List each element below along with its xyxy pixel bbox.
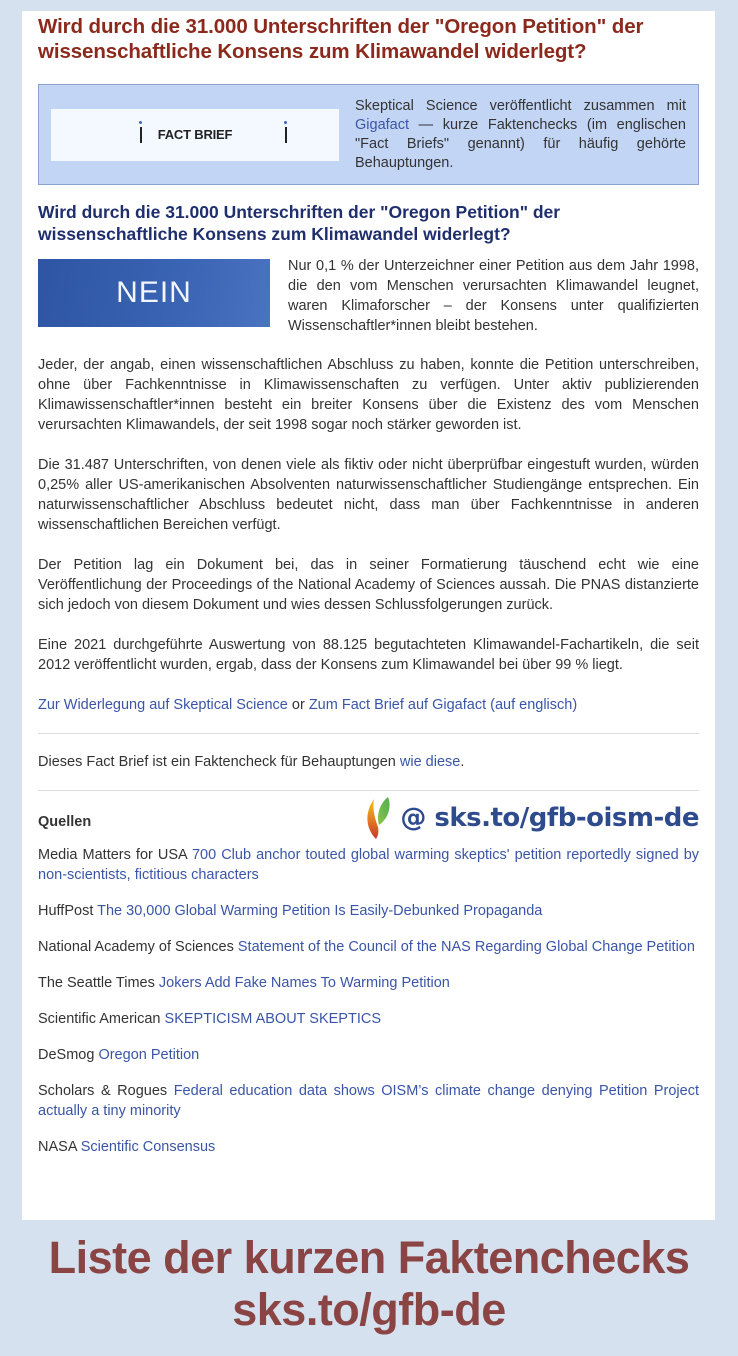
verdict-badge: NEIN: [38, 259, 270, 327]
sources-header: [38, 795, 699, 841]
source-link[interactable]: 700 Club anchor touted global warming skeptics' petition reportedly signed by non-scientists, fictitious characters: [38, 847, 700, 883]
info-box-text: Skeptical Science veröffentlicht zusammen mit Gigafact — kurze Faktenchecks (im englischen "Fact Briefs" genannt) für häufig gehörte Behauptungen.: [355, 97, 686, 171]
source-item: National Academy of Sciences Statement of the Council of the NAS Regarding Global Change Petition: [38, 939, 695, 955]
source-link[interactable]: SKEPTICISM ABOUT SKEPTICS: [164, 1011, 382, 1027]
page-title: Wird durch die 31.000 Unterschriften der "Oregon Petition" der wissenschaftliche Konsens zum Klimawandel widerlegt?: [38, 15, 644, 63]
source-item: Scholars & Rogues Federal education data shows OISM’s climate change denying Petition Project actually a tiny minority: [38, 1083, 699, 1119]
claims-link[interactable]: wie diese: [399, 754, 461, 770]
gigafact-fact-brief-link[interactable]: Zum Fact Brief auf Gigafact (auf englisch): [308, 697, 578, 713]
fact-brief-logo: [51, 109, 339, 161]
info-box: [38, 84, 699, 185]
skeptical-science-link[interactable]: Zur Widerlegung auf Skeptical Science: [38, 697, 288, 713]
body-paragraph: Der Petition lag ein Dokument bei, das in seiner Formatierung täuschend echt wie eine Veröffentlichung der Proceedings of the National Academy of Sciences aussah. Die PNAS distanzierte sich jedoch von diesem Dokument und wies dessen Schlussfolgerungen zurück.: [38, 557, 699, 613]
sks-shortlink: @ sks.to/gfb-oism-de: [400, 803, 699, 833]
fact-brief-card: [22, 11, 715, 1220]
source-link[interactable]: The 30,000 Global Warming Petition Is Easily-Debunked Propaganda: [97, 903, 543, 919]
verdict-summary: Nur 0,1 % der Unterzeichner einer Petition aus dem Jahr 1998, die den vom Menschen verursachten Klimawandel leugnet, waren Klimaforscher – der Konsens unter qualifizierten Wissenschaftler*innen bleibt bestehen.: [288, 258, 699, 334]
sources-list: [38, 845, 699, 1157]
body-paragraph: Eine 2021 durchgeführte Auswertung von 88.125 begutachteten Klimawandel-Fachartikeln, die seit 2012 veröffentlicht wurden, ergab, dass der Konsens zum Klimawandel bei über 99 % liegt.: [38, 637, 699, 673]
body-paragraph: Jeder, der angab, einen wissenschaftlichen Abschluss zu haben, konnte die Petition unterschreiben, ohne über Fachkenntnisse in Klimawissenschaften zu verfügen. Unter aktiv publizierenden Klimawissenschaftler*innen besteht ein breiter Konsens über die Existenz des vom Menschen verursachten Klimawandels, der seit 1998 sogar noch stärker geworden ist.: [38, 357, 699, 433]
footer-banner: [0, 1232, 738, 1336]
divider: [38, 733, 699, 734]
claim-reference: Dieses Fact Brief ist ein Faktencheck für Behauptungen wie diese.: [38, 754, 465, 770]
fact-brief-logo-text: FACT BRIEF: [157, 127, 233, 142]
sks-shortlink-badge: [362, 795, 699, 841]
source-item: NASA Scientific Consensus: [38, 1139, 216, 1155]
source-link[interactable]: Scientific Consensus: [80, 1139, 216, 1155]
source-link[interactable]: Federal education data shows OISM’s climate change denying Petition Project actually a tiny minority: [38, 1083, 699, 1119]
source-item: Media Matters for USA 700 Club anchor touted global warming skeptics' petition reportedly signed by non-scientists, fictitious characters: [38, 847, 700, 883]
verdict-section: [38, 259, 699, 336]
source-item: The Seattle Times Jokers Add Fake Names To Warming Petition: [38, 975, 450, 991]
gigafact-link[interactable]: Gigafact: [355, 116, 409, 133]
skeptical-science-leaf-icon: [362, 795, 394, 841]
body-paragraph: Die 31.487 Unterschriften, von denen viele als fiktiv oder nicht überprüfbar eingestuft wurden, würden 0,25% aller US-amerikanischen Absolventen naturwissenschaftlicher Studiengänge entsprechen. Ein naturwissenschaftlicher Abschluss bedeutet nicht, dass man über Fachkenntnisse in anderen wissenschaftlichen Bereichen verfügt.: [38, 457, 699, 533]
source-item: Scientific American SKEPTICISM ABOUT SKEPTICS: [38, 1011, 382, 1027]
source-item: HuffPost The 30,000 Global Warming Petition Is Easily-Debunked Propaganda: [38, 903, 543, 919]
article-links: Zur Widerlegung auf Skeptical Science or Zum Fact Brief auf Gigafact (auf englisch): [38, 697, 578, 713]
source-link[interactable]: Jokers Add Fake Names To Warming Petition: [158, 975, 450, 991]
claim-heading: Wird durch die 31.000 Unterschriften der "Oregon Petition" der wissenschaftliche Konsens zum Klimawandel widerlegt?: [38, 202, 561, 244]
sources-title: Quellen: [38, 814, 92, 830]
divider: [38, 790, 699, 791]
info-icon: [284, 121, 287, 143]
source-item: DeSmog Oregon Petition: [38, 1047, 200, 1063]
footer-title: Liste der kurzen Faktenchecks: [48, 1232, 690, 1283]
footer-shortlink: sks.to/gfb-de: [232, 1284, 506, 1335]
info-icon: [139, 121, 142, 143]
source-link[interactable]: Statement of the Council of the NAS Regarding Global Change Petition: [237, 939, 695, 955]
source-link[interactable]: Oregon Petition: [98, 1047, 200, 1063]
